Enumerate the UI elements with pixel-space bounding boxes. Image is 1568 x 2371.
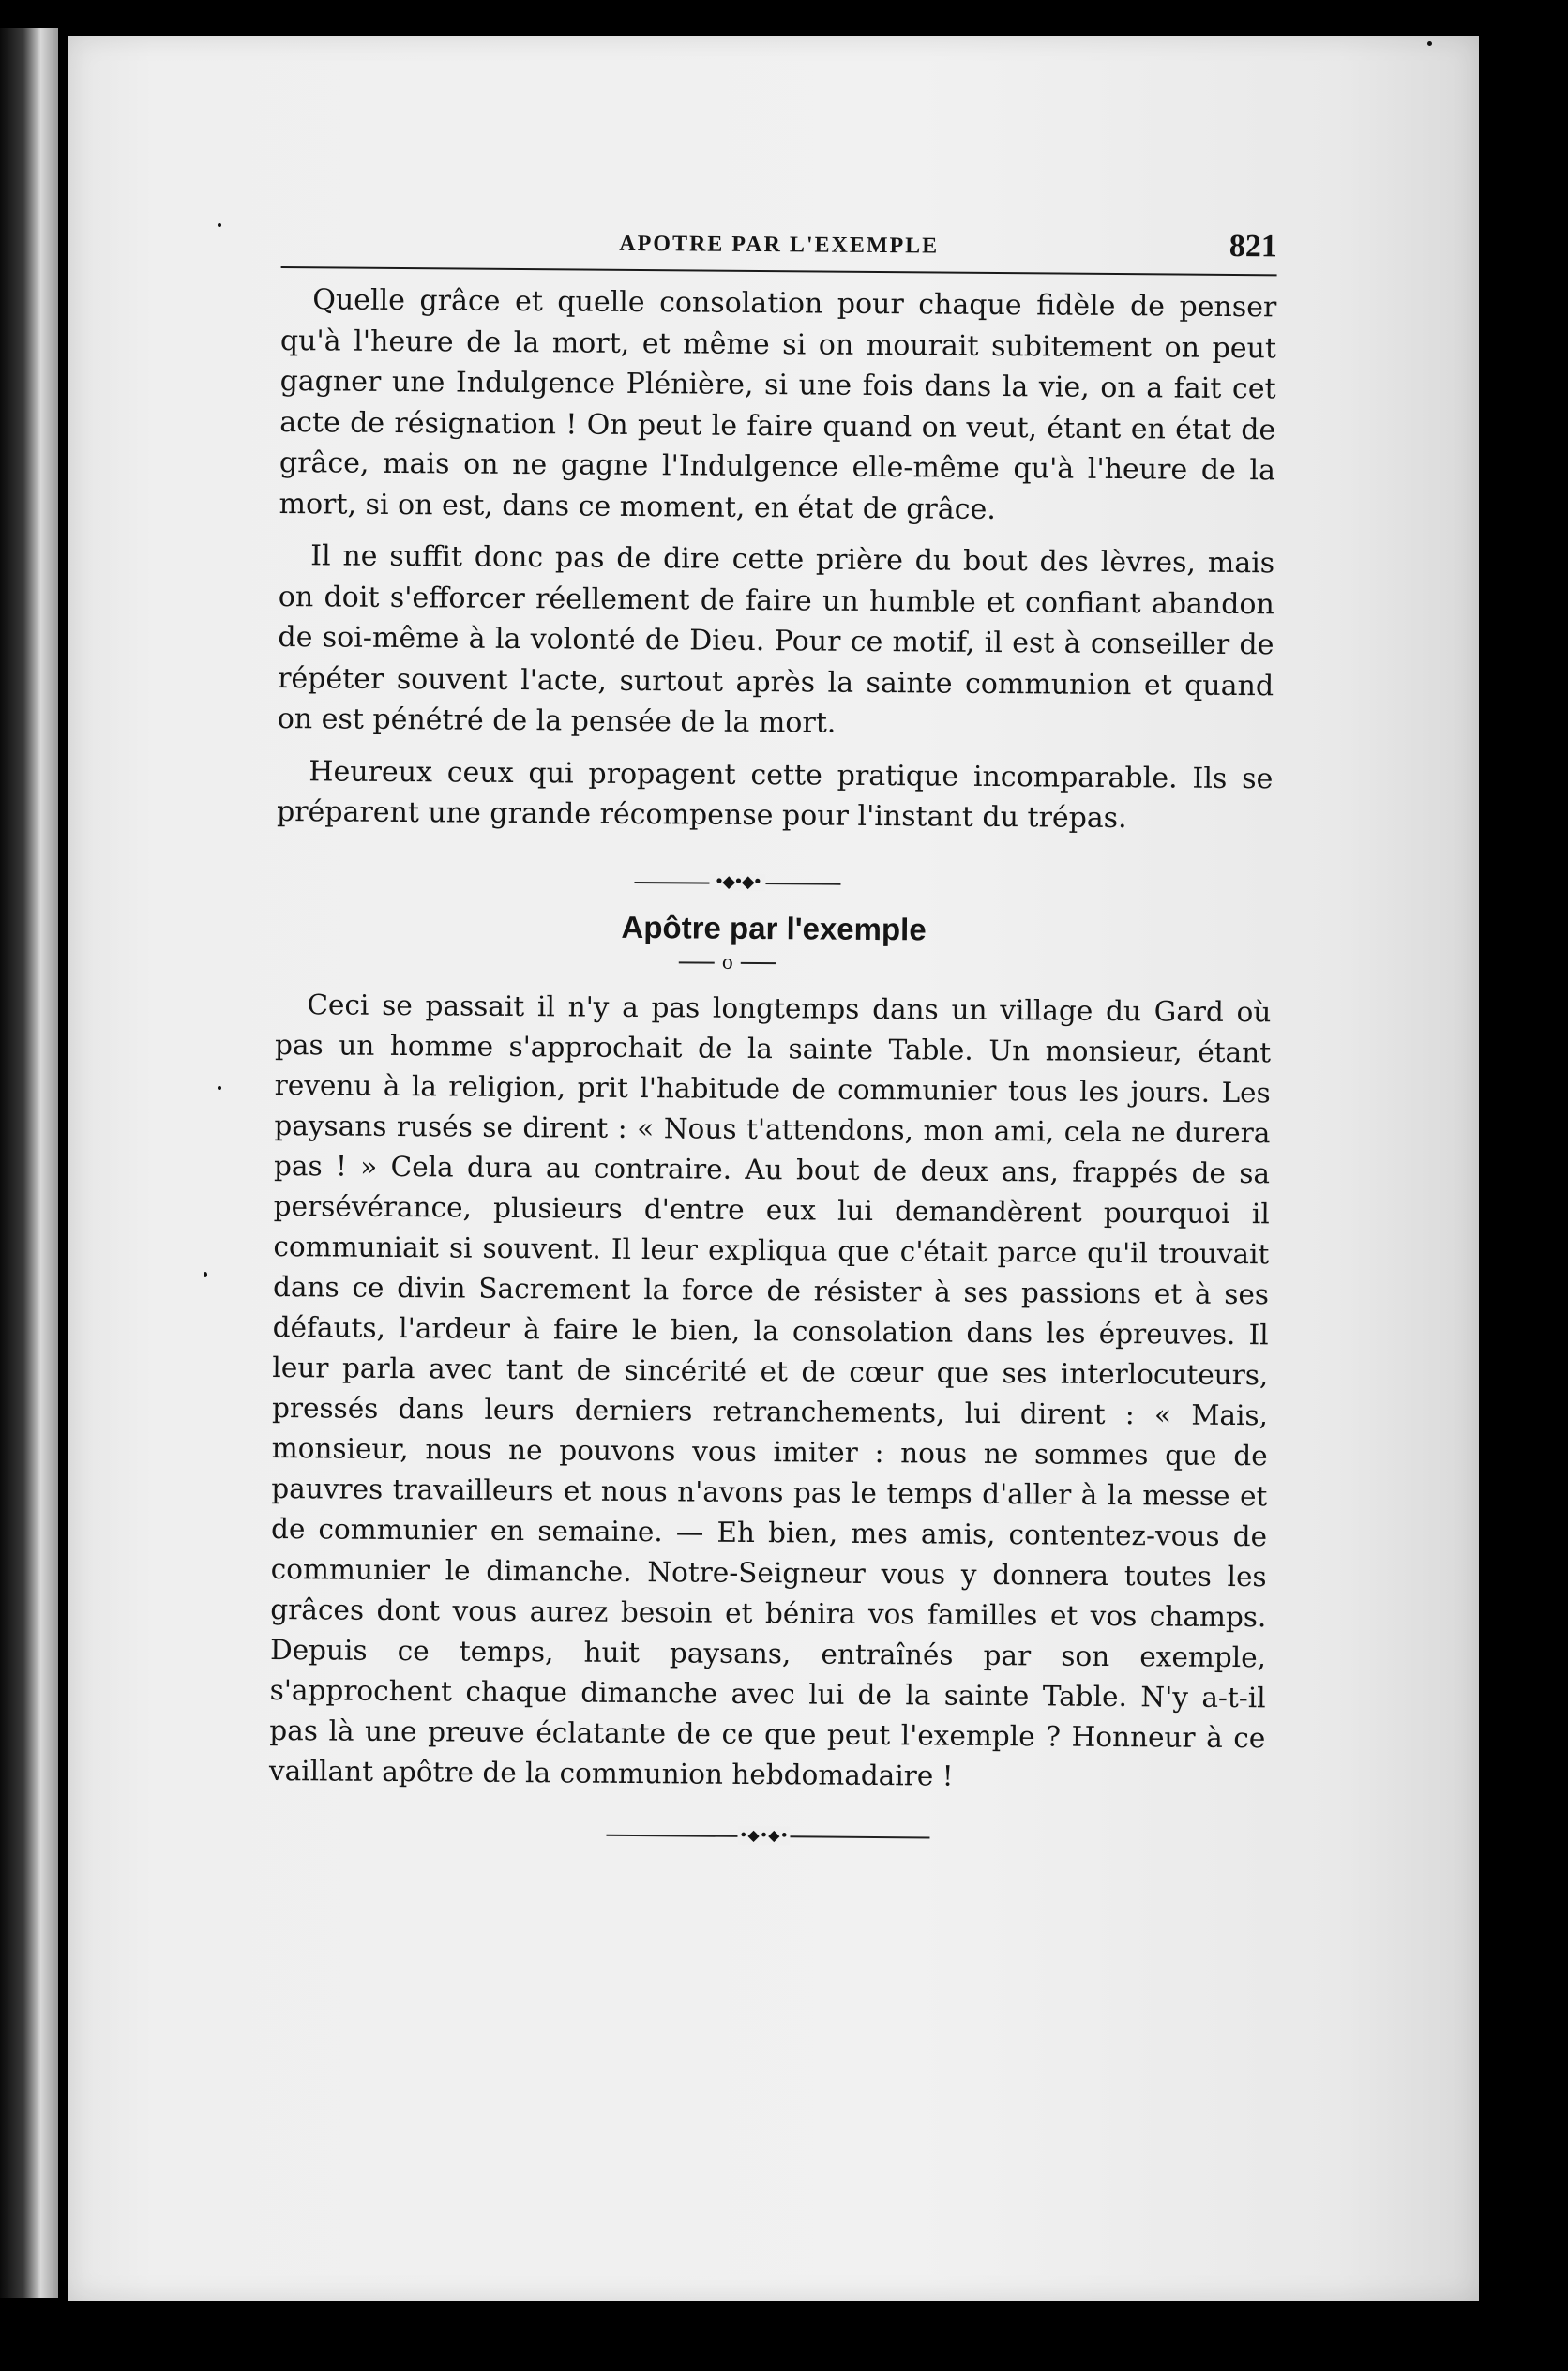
paragraph: Quelle grâce et quelle consolation pour chaque fidèle de penser qu'à l'heure de la mort, et même si on mourait subitement on peut gagner une Indulgence Plénière, si une fois dans la vie, on a fait cet acte de résignation ! On peut le faire quand on veut, étant en état de grâce, mais on ne gagne l'Indulgence elle-même qu'à l'heure de la mort, si on est, dans ce moment, en état de grâce. <box>279 283 1277 526</box>
paragraph: Heureux ceux qui propagent cette pratique incomparable. Ils se préparent une grande récompense pour l'instant du trépas. <box>276 754 1274 836</box>
running-title: APOTRE PAR L'EXEMPLE <box>619 231 940 259</box>
page-number: 821 <box>1229 228 1277 264</box>
divider-ornament-icon: •◆•◆• <box>738 1825 790 1844</box>
divider-ornament-icon: •◆•◆• <box>709 873 765 890</box>
book-page <box>68 36 1479 2301</box>
divider-rule-right <box>741 961 776 963</box>
section-title: Apôtre par l'exemple <box>621 909 927 946</box>
scan-speck <box>204 1272 207 1277</box>
divider-rule-left <box>679 961 715 963</box>
scan-speck <box>1427 41 1432 46</box>
paragraph: Il ne suffit donc pas de dire cette prière du bout des lèvres, mais on doit s'efforcer réellement de faire un humble et confiant abandon de soi-même à la volonté de Dieu. Pour ce motif, il est à conseiller de répéter souvent l'acte, surtout après la sainte communion et quand on est pénétré de la pensée de la mort. <box>277 539 1275 740</box>
section-body <box>269 984 1272 1798</box>
paragraph: Ceci se passait il n'y a pas longtemps dans un village du Gard où pas un homme s'approchait de la sainte Table. Un monsieur, étant revenu à la religion, prit l'habitude de communier tous les jours. Les paysans rusés se dirent : « Nous t'attendons, mon ami, cela ne durera pas ! » Cela dura au contraire. Au bout de deux ans, frappés de sa persévérance, plusieurs d'entre eux lui demandèrent pourquoi il communiait si souvent. Il leur expliqua que c'était parce qu'il trouvait dans ce divin Sacrement la force de résister à ses passions et à ses défauts, l'ardeur à faire le bien, la consolation dans les épreuves. Il leur parla avec tant de sincérité et de cœur que ses interlocuteurs, pressés dans leurs derniers retranchements, lui dirent : « Mais, monsieur, nous ne pouvons vous imiter : nous ne sommes que de pauvres travailleurs et nous n'avons pas le temps d'aller à la messe et de communier en semaine. — Eh bien, mes amis, contentez-vous de communier le dimanche. Notre-Seigneur vous y donnera toutes les grâces dont vous aurez besoin et bénira vos familles et vos champs. Depuis ce temps, huit paysans, entraînés par son exemple, s'approchent chaque dimanche avec lui de la sainte Table. N'y a-t-il pas là une preuve éclatante de ce que peut l'exemple ? Honneur à ce vaillant apôtre de la communion hebdomadaire ! <box>268 988 1272 1792</box>
scan-speck <box>218 1086 221 1090</box>
page-content <box>268 219 1277 1859</box>
ornamental-divider-end <box>268 1813 1264 1858</box>
ornamental-divider <box>276 860 1272 905</box>
scan-speck <box>218 223 221 227</box>
divider-circle-icon: o <box>721 950 733 974</box>
previous-page-edge <box>0 28 58 2298</box>
running-header <box>281 219 1277 276</box>
